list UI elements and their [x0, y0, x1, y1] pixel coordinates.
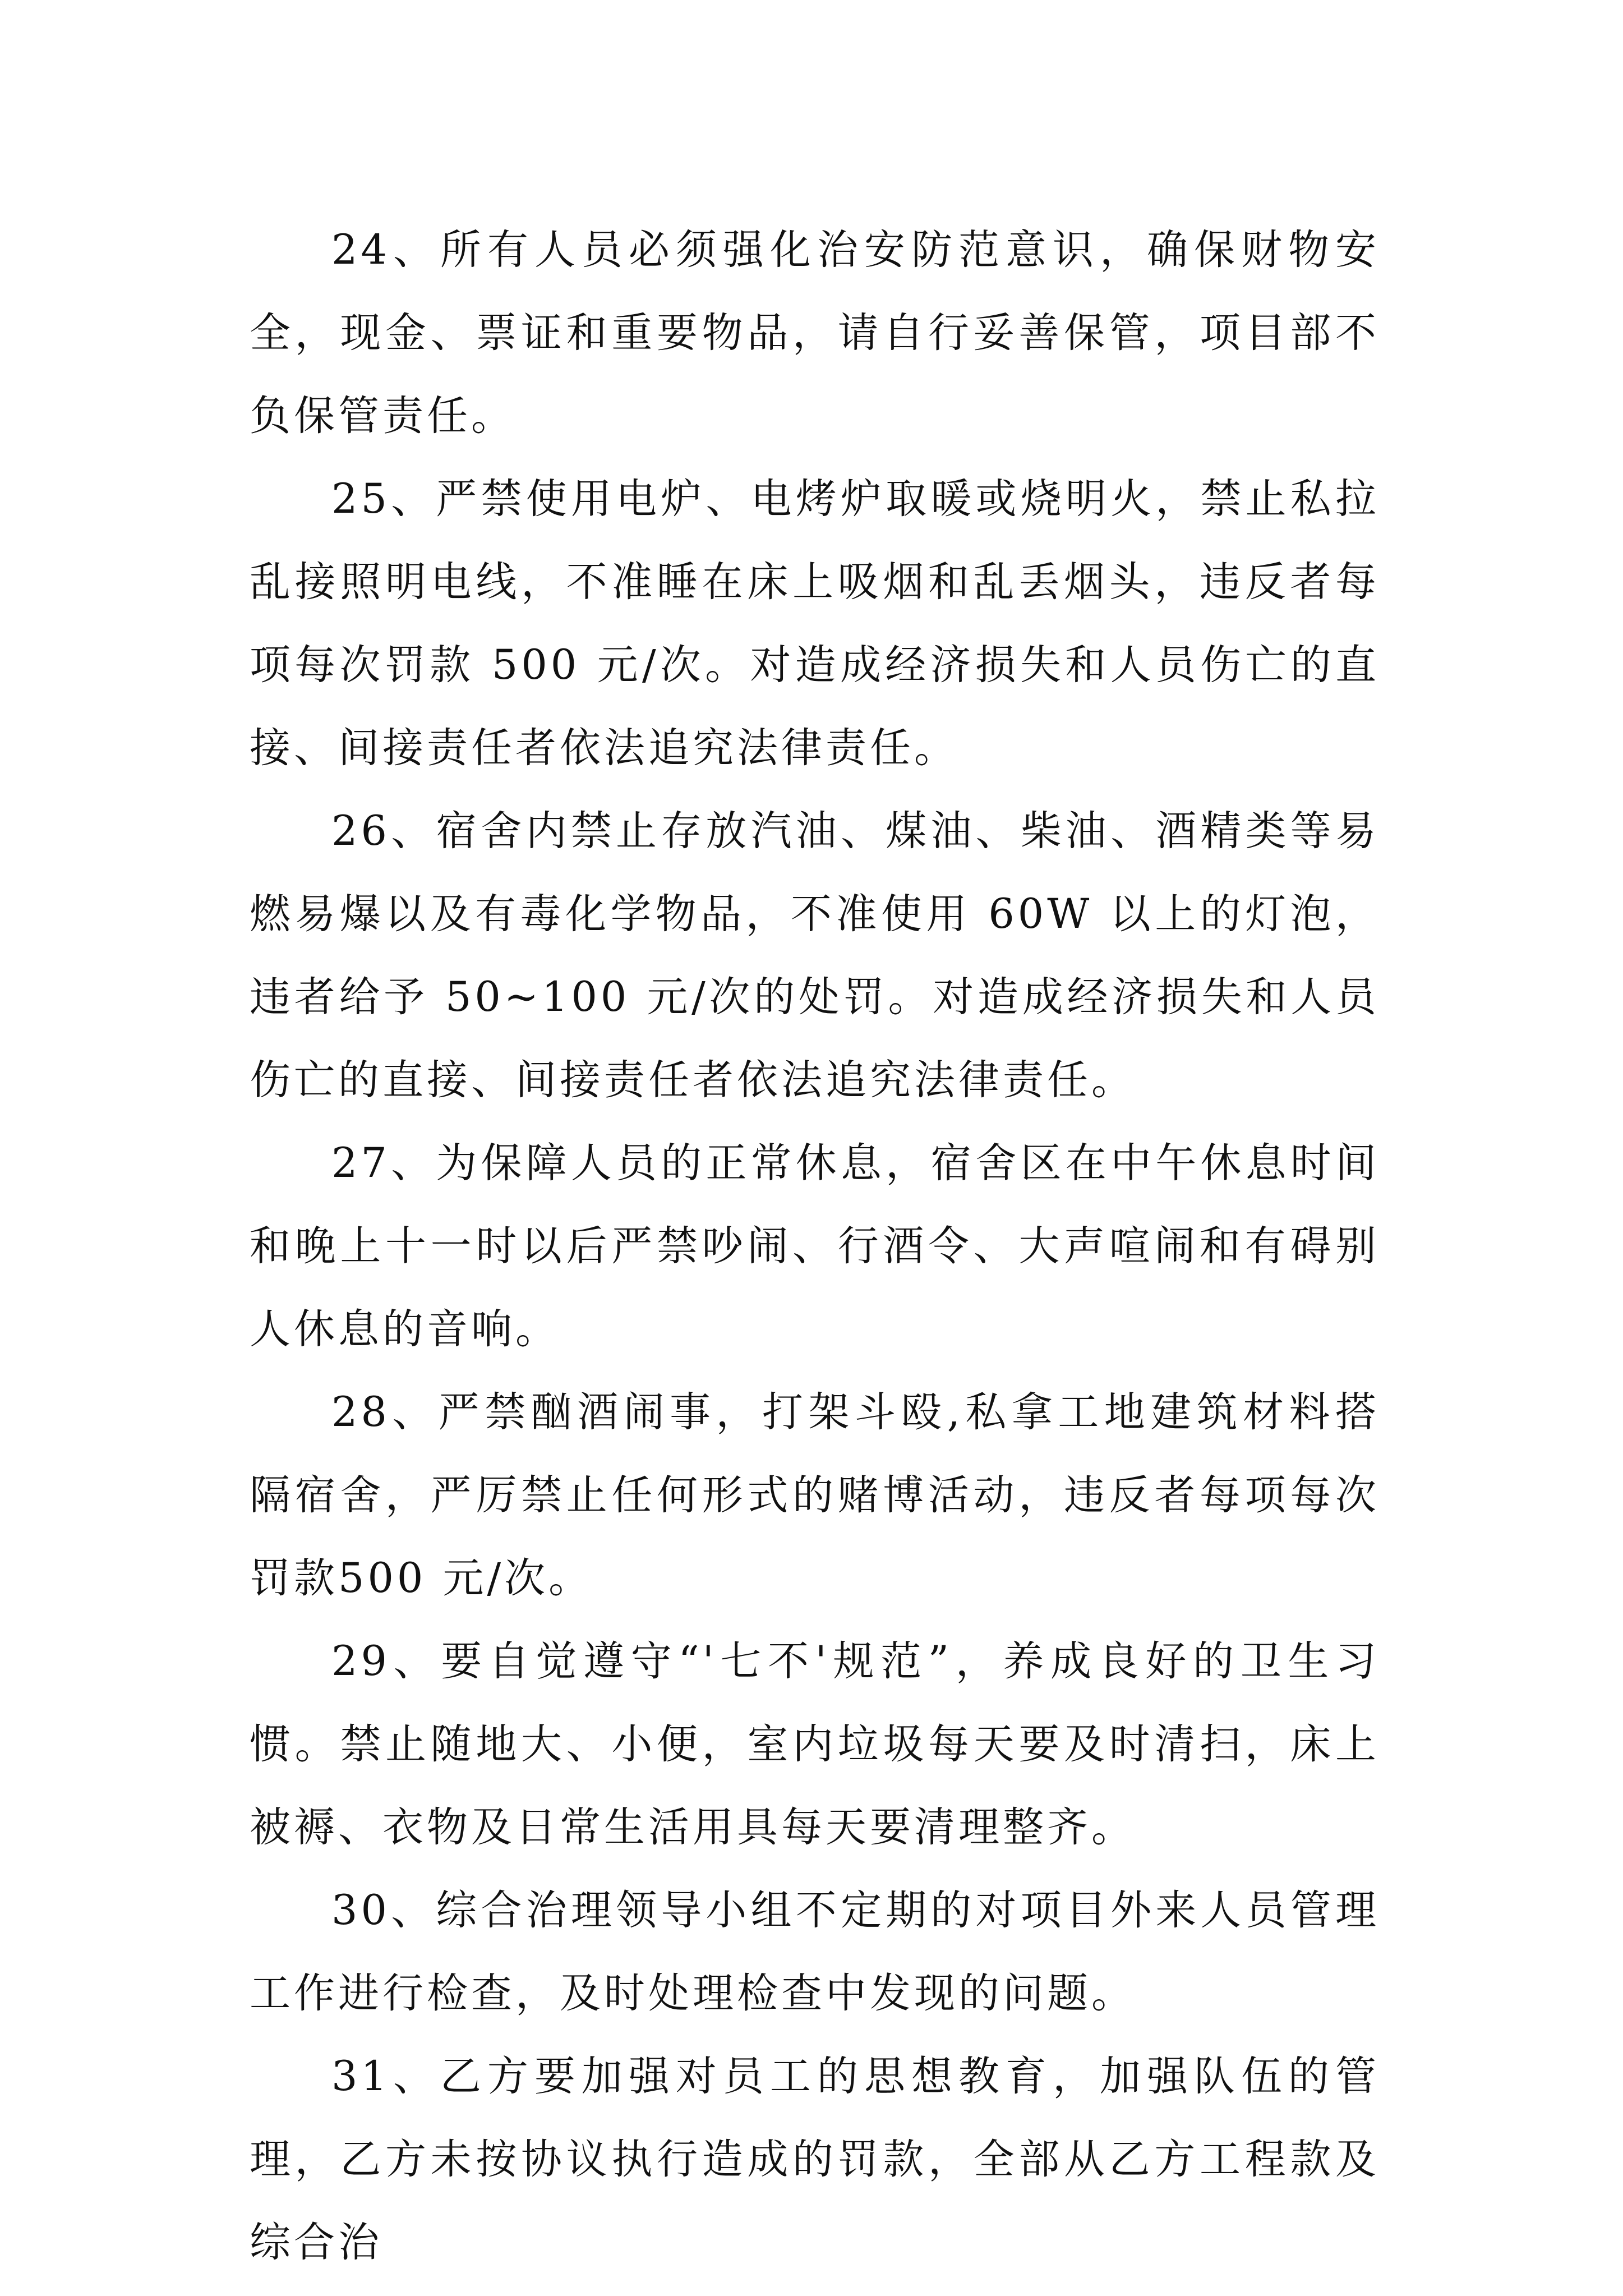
paragraph-28: 28、严禁酗酒闹事，打架斗殴,私拿工地建筑材料搭隔宿舍，严厉禁止任何形式的赌博活动，违反者每项每次罚款500 元/次。	[250, 1388, 1380, 1602]
paragraph-25: 25、严禁使用电炉、电烤炉取暖或烧明火，禁止私拉乱接照明电线，不准睡在床上吸烟和乱丢烟头，违反者每项每次罚款 500 元/次。对造成经济损失和人员伤亡的直接、间接责任者依法追究法律责任。	[250, 475, 1380, 772]
document-body	[250, 209, 1380, 2284]
paragraph-31: 31、乙方要加强对员工的思想教育，加强队伍的管理，乙方未按协议执行造成的罚款，全部从乙方工程款及综合治	[250, 2053, 1380, 2266]
paragraph-30: 30、综合治理领导小组不定期的对项目外来人员管理工作进行检查，及时处理检查中发现的问题。	[250, 1887, 1380, 2017]
paragraph-27: 27、为保障人员的正常休息，宿舍区在中午休息时间和晚上十一时以后严禁吵闹、行酒令、大声喧闹和有碍别人休息的音响。	[250, 1139, 1380, 1353]
paragraph-24: 24、所有人员必须强化治安防范意识，确保财物安全，现金、票证和重要物品，请自行妥善保管，项目部不负保管责任。	[250, 226, 1380, 440]
paragraph-26: 26、宿舍内禁止存放汽油、煤油、柴油、酒精类等易燃易爆以及有毒化学物品，不准使用 60W 以上的灯泡，违者给予 50~100 元/次的处罚。对造成经济损失和人员伤亡的直接、间接责任者依法追究法律责任。	[250, 807, 1380, 1104]
paragraph-29: 29、要自觉遵守“'七不'规范”，养成良好的卫生习惯。禁止随地大、小便，室内垃圾每天要及时清扫，床上被褥、衣物及日常生活用具每天要清理整齐。	[250, 1637, 1380, 1851]
